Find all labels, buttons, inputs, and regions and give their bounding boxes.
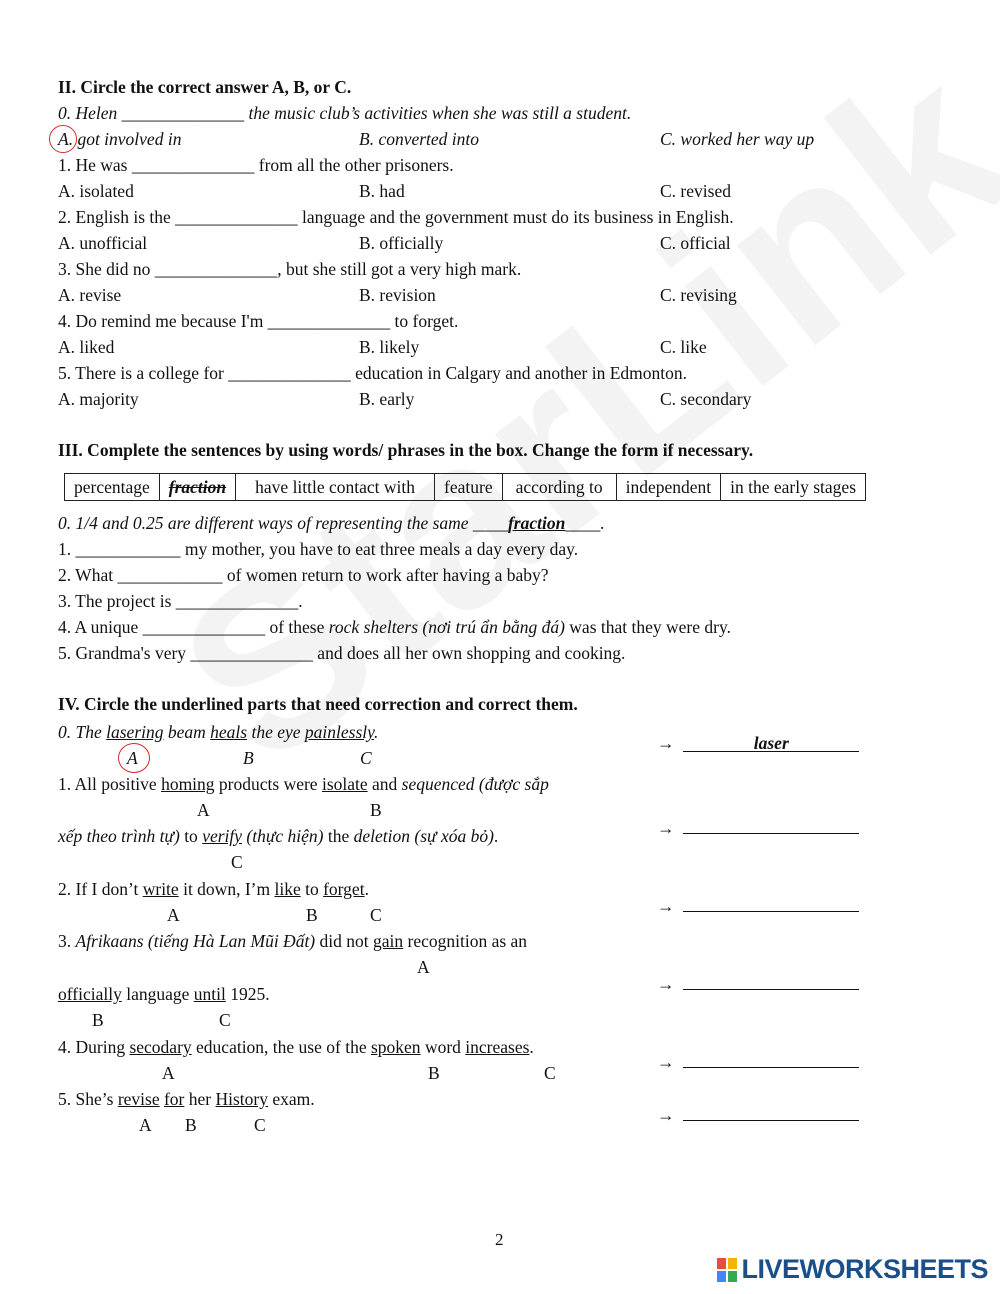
- s2-q1-option-c[interactable]: C. revised: [660, 181, 731, 201]
- text: 3.: [58, 931, 76, 951]
- section-3-heading: III. Complete the sentences by using words/ phrases in the box. Change the form if necessary.: [58, 440, 754, 460]
- logo-mark-icon: [717, 1258, 737, 1282]
- word-box-item: feature: [435, 474, 503, 501]
- underlined-part-b[interactable]: heals: [210, 722, 248, 742]
- s2-q3-option-a[interactable]: A. revise: [58, 285, 122, 305]
- s2-q2-stem: 2. English is the ______________ language and the government must do its business in English.: [58, 207, 734, 227]
- s3-sentence-3[interactable]: 3. The project is ______________.: [58, 591, 303, 611]
- gloss: xếp theo trình tự): [58, 826, 180, 846]
- word-box-item-used: fraction: [159, 474, 235, 501]
- s3-sentence-2[interactable]: 2. What ____________ of women return to work after having a baby?: [58, 565, 549, 585]
- logo-text: LIVEWORKSHEETS: [741, 1254, 988, 1284]
- s4-q4-label-b: B: [428, 1063, 440, 1083]
- s4-q3-label-a: A: [417, 957, 430, 977]
- s4-q3-label-b: B: [92, 1010, 104, 1030]
- word-box-item: according to: [502, 474, 616, 501]
- section-2-heading: II. Circle the correct answer A, B, or C.: [58, 77, 352, 97]
- s4-example-sentence: [58, 722, 378, 742]
- underlined-part-b[interactable]: like: [274, 879, 301, 899]
- liveworksheets-logo[interactable]: [717, 1254, 988, 1285]
- s4-q4-label-a: A: [162, 1063, 175, 1083]
- s2-q2-option-b[interactable]: B. officially: [359, 233, 444, 253]
- text: 1. All positive: [58, 774, 162, 794]
- word-box: [64, 473, 866, 501]
- underlined-part-a[interactable]: revise: [117, 1089, 160, 1109]
- s2-example-option-a[interactable]: A. got involved in: [58, 129, 182, 149]
- text: .: [493, 826, 499, 846]
- text: .: [364, 879, 369, 899]
- word-box-item: have little contact with: [236, 474, 435, 501]
- s2-q5-option-c[interactable]: C. secondary: [660, 389, 752, 409]
- text: education, the use of the: [191, 1037, 371, 1057]
- s3-sentence-4[interactable]: [58, 617, 731, 637]
- s4-q1-line1: [58, 774, 549, 794]
- s4-q1-line2: [58, 826, 498, 846]
- text: language: [121, 984, 194, 1004]
- s4-q2-label-c: C: [370, 905, 382, 925]
- s4-q1-label-c: C: [231, 852, 243, 872]
- gloss: Afrikaans (tiếng Hà Lan Mũi Đất): [75, 931, 316, 951]
- arrow-icon: →: [657, 974, 675, 994]
- s2-q1-option-a[interactable]: A. isolated: [58, 181, 134, 201]
- underlined-part-a[interactable]: gain: [373, 931, 404, 951]
- s4-q5-line1: [58, 1089, 315, 1109]
- text: 2. If I don’t: [58, 879, 143, 899]
- s2-q1-option-b[interactable]: B. had: [359, 181, 405, 201]
- arrow-icon: →: [657, 1105, 675, 1125]
- text: and: [367, 774, 402, 794]
- s2-q4-option-a[interactable]: A. liked: [58, 337, 115, 357]
- underlined-part-c[interactable]: verify: [202, 826, 243, 846]
- text: products were: [214, 774, 322, 794]
- s4-q5-label-c: C: [254, 1115, 266, 1135]
- text: recognition as an: [403, 931, 528, 951]
- s4-q5-answer-row: [657, 1102, 859, 1125]
- underlined-part-a[interactable]: secodary: [129, 1037, 192, 1057]
- underlined-part-b[interactable]: for: [163, 1089, 185, 1109]
- arrow-icon: →: [657, 1052, 675, 1072]
- underlined-part-a[interactable]: homing: [161, 774, 215, 794]
- s4-q3-answer-row: [657, 971, 859, 994]
- s4-q3-line1: [58, 931, 527, 951]
- text: the: [323, 826, 354, 846]
- s4-q3-answer-field[interactable]: [683, 971, 859, 990]
- page-number: 2: [495, 1230, 504, 1249]
- text: exam.: [268, 1089, 315, 1109]
- underlined-part-c[interactable]: until: [193, 984, 226, 1004]
- word-box-item: independent: [616, 474, 721, 501]
- s4-q4-answer-field[interactable]: [683, 1049, 859, 1068]
- underlined-part-b[interactable]: spoken: [370, 1037, 421, 1057]
- s4-q1-label-a: A: [197, 800, 210, 820]
- s3-sentence-5[interactable]: 5. Grandma's very ______________ and does all her own shopping and cooking.: [58, 643, 626, 663]
- text: 0. The: [58, 722, 107, 742]
- s4-q5-answer-field[interactable]: [683, 1102, 859, 1121]
- s3-example-pre: 0. 1/4 and 0.25 are different ways of representing the same ____: [58, 513, 508, 533]
- s4-example-answer: laser: [683, 733, 859, 752]
- s2-q5-stem: 5. There is a college for ______________ education in Calgary and another in Edmonton.: [58, 363, 688, 383]
- s2-q1-stem: 1. He was ______________ from all the other prisoners.: [58, 155, 454, 175]
- s4-q2-label-a: A: [167, 905, 180, 925]
- s4-q4-label-c: C: [544, 1063, 556, 1083]
- gloss: (thực hiện): [242, 826, 324, 846]
- s3-example: [58, 513, 605, 533]
- s2-example-option-c[interactable]: C. worked her way up: [660, 129, 815, 149]
- s3-sentence-4-gloss: rock shelters (nơi trú ẩn bằng đá): [328, 617, 565, 637]
- word-box-item: percentage: [65, 474, 160, 501]
- s3-example-answer: fraction: [507, 513, 566, 533]
- s3-sentence-4-post: was that they were dry.: [564, 617, 731, 637]
- underlined-part-b[interactable]: officially: [58, 984, 122, 1004]
- s4-q1-answer-field[interactable]: [683, 815, 859, 834]
- gloss: deletion (sự xóa bỏ): [353, 826, 494, 846]
- s2-q5-option-a[interactable]: A. majority: [58, 389, 139, 409]
- s3-sentence-1[interactable]: 1. ____________ my mother, you have to eat three meals a day every day.: [58, 539, 579, 559]
- s2-q4-stem: 4. Do remind me because I'm ______________ to forget.: [58, 311, 459, 331]
- s2-q4-option-c[interactable]: C. like: [660, 337, 707, 357]
- s3-sentence-4-pre: 4. A unique ______________ of these: [58, 617, 329, 637]
- text: .: [529, 1037, 534, 1057]
- s4-q2-answer-row: [657, 893, 859, 916]
- s4-q4-answer-row: [657, 1049, 859, 1072]
- s3-example-post: ____.: [565, 513, 605, 533]
- text: beam: [163, 722, 211, 742]
- s4-example-answer-row: [657, 733, 859, 753]
- section-4-heading: IV. Circle the underlined parts that need correction and correct them.: [58, 694, 578, 714]
- text: 4. During: [58, 1037, 130, 1057]
- underlined-part-c[interactable]: forget: [323, 879, 365, 899]
- underlined-part-c[interactable]: History: [215, 1089, 268, 1109]
- text: to: [179, 826, 203, 846]
- text: it down, I’m: [178, 879, 275, 899]
- s4-q2-answer-field[interactable]: [683, 893, 859, 912]
- underlined-part-c[interactable]: painlessly: [304, 722, 374, 742]
- s4-example-label-c: C: [360, 748, 372, 768]
- underlined-part-a[interactable]: write: [142, 879, 179, 899]
- text: 5. She’s: [58, 1089, 118, 1109]
- s4-q5-label-a: A: [139, 1115, 152, 1135]
- s2-q2-option-c[interactable]: C. official: [660, 233, 731, 253]
- s2-q4-option-b[interactable]: B. likely: [359, 337, 420, 357]
- s4-q2-label-b: B: [306, 905, 318, 925]
- s2-example-stem: 0. Helen ______________ the music club’s activities when she was still a student.: [58, 103, 632, 123]
- underlined-part-c[interactable]: increases: [465, 1037, 530, 1057]
- s2-q5-option-b[interactable]: B. early: [359, 389, 415, 409]
- s4-q1-answer-row: [657, 815, 859, 838]
- s2-q3-option-c[interactable]: C. revising: [660, 285, 737, 305]
- s4-example-label-a: A: [127, 748, 138, 768]
- s4-q3-label-c: C: [219, 1010, 231, 1030]
- text: 1925.: [225, 984, 270, 1004]
- s4-example-label-b: B: [243, 748, 254, 768]
- text: did not: [315, 931, 373, 951]
- text: to: [300, 879, 324, 899]
- s2-example-option-b[interactable]: B. converted into: [359, 129, 480, 149]
- arrow-icon: →: [657, 733, 675, 753]
- s4-q5-label-b: B: [185, 1115, 197, 1135]
- underlined-part-b[interactable]: isolate: [321, 774, 368, 794]
- text: her: [184, 1089, 216, 1109]
- s2-q2-option-a[interactable]: A. unofficial: [58, 233, 148, 253]
- underlined-part-a[interactable]: lasering: [106, 722, 164, 742]
- arrow-icon: →: [657, 896, 675, 916]
- arrow-icon: →: [657, 818, 675, 838]
- gloss: sequenced (được sắp: [401, 774, 549, 794]
- s4-q1-label-b: B: [370, 800, 382, 820]
- word-box-item: in the early stages: [721, 474, 866, 501]
- s4-q4-line1: [58, 1037, 534, 1057]
- text: the eye: [247, 722, 305, 742]
- s4-q3-line2: [58, 984, 270, 1004]
- s2-q3-stem: 3. She did no ______________, but she still got a very high mark.: [58, 259, 522, 279]
- s4-q2-line1: [58, 879, 369, 899]
- text: word: [420, 1037, 466, 1057]
- s2-q3-option-b[interactable]: B. revision: [359, 285, 436, 305]
- text: .: [373, 722, 379, 742]
